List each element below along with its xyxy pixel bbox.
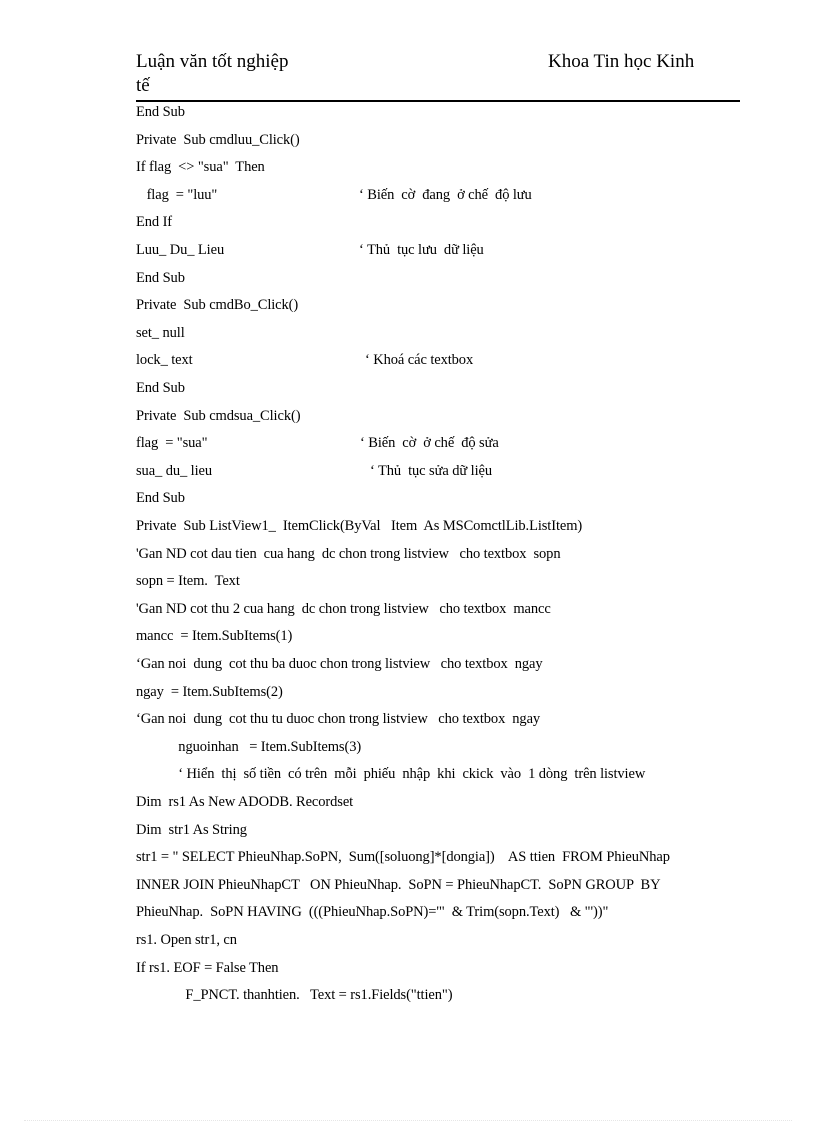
code-text: INNER JOIN PhieuNhapCT ON PhieuNhap. SoPN = PhieuNhapCT. SoPN GROUP BY	[136, 876, 661, 893]
code-text: mancc = Item.SubItems(1)	[136, 628, 293, 645]
code-text: End Sub	[136, 380, 185, 396]
code-text: Private Sub ListView1_ ItemClick(ByVal Item As MSComctlLib.ListItem)	[136, 518, 583, 534]
code-text: End Sub	[136, 490, 185, 507]
code-line	[136, 903, 608, 921]
code-text: Private Sub cmdBo_Click()	[136, 297, 299, 314]
code-comment: ‘ Biến cờ đang ở chế độ lưu	[359, 186, 532, 203]
code-line	[136, 600, 551, 618]
code-text: flag = "sua"	[136, 435, 208, 452]
code-comment: ‘ Biến cờ ở chế độ sửa	[360, 435, 499, 452]
code-line	[136, 186, 217, 204]
code-text: ngay = Item.SubItems(2)	[136, 683, 283, 700]
code-line	[136, 517, 582, 535]
code-line	[136, 213, 172, 231]
code-line	[136, 379, 185, 397]
code-line	[136, 793, 353, 811]
code-comment: ‘ Khoá các textbox	[365, 352, 474, 369]
code-line	[136, 959, 278, 977]
code-line	[136, 351, 193, 369]
code-text: End If	[136, 214, 173, 231]
code-line	[136, 738, 361, 756]
code-comment: ‘ Thủ tục sửa dữ liệu	[370, 462, 492, 479]
code-line	[136, 572, 240, 590]
code-text: End Sub	[136, 269, 185, 286]
code-line	[136, 655, 542, 673]
page-header	[136, 50, 740, 102]
code-line	[136, 103, 185, 121]
code-text: End Sub	[136, 104, 185, 120]
code-line	[136, 545, 560, 563]
code-text: If rs1. EOF = False Then	[136, 959, 279, 976]
code-line	[136, 296, 298, 314]
code-text: lock_ text	[136, 352, 193, 369]
code-line	[136, 683, 283, 701]
code-text: set_ null	[136, 324, 185, 341]
code-line	[136, 407, 300, 425]
code-line	[136, 158, 265, 176]
code-text: Dim str1 As String	[136, 821, 247, 838]
code-text: 'Gan ND cot thu 2 cua hang dc chon trong listview cho textbox mancc	[136, 600, 551, 617]
code-text: 'Gan ND cot dau tien cua hang dc chon trong listview cho textbox sopn	[136, 545, 561, 562]
code-text: flag = "luu"	[136, 186, 218, 203]
code-line	[136, 710, 540, 728]
header-left-title: Luận văn tốt nghiệp tế	[136, 51, 289, 96]
page-bottom-rule	[24, 1120, 792, 1121]
code-text: ‘Gan noi dung cot thu ba duoc chon trong listview cho textbox ngay	[136, 656, 543, 672]
code-text: nguoinhan = Item.SubItems(3)	[136, 738, 362, 755]
code-text: PhieuNhap. SoPN HAVING (((PhieuNhap.SoPN)='" & Trim(sopn.Text) & "'))"	[136, 904, 609, 921]
code-text: Private Sub cmdsua_Click()	[136, 407, 301, 424]
code-text: F_PNCT. thanhtien. Text = rs1.Fields("ttien")	[136, 987, 453, 1004]
code-text: sopn = Item. Text	[136, 573, 240, 590]
code-text: rs1. Open str1, cn	[136, 932, 237, 948]
code-line	[136, 131, 300, 149]
code-line	[136, 986, 452, 1004]
code-text: ‘ Hiển thị số tiền có trên mỗi phiếu nhập khi ckick vào 1 dòng trên listview	[136, 766, 646, 783]
code-text: If flag <> "sua" Then	[136, 159, 265, 176]
code-line	[136, 462, 212, 480]
code-text: Dim rs1 As New ADODB. Recordset	[136, 794, 354, 810]
code-line	[136, 324, 185, 342]
code-line	[136, 876, 660, 894]
header-right-title: Khoa Tin học Kinh	[548, 51, 695, 72]
code-line	[136, 627, 292, 645]
code-text: str1 = " SELECT PhieuNhap.SoPN, Sum([soluong]*[dongia]) AS ttien FROM PhieuNhap	[136, 849, 670, 866]
code-comment: ‘ Thủ tục lưu dữ liệu	[359, 242, 484, 258]
code-line	[136, 489, 185, 507]
code-line	[136, 434, 207, 452]
code-text: Private Sub cmdluu_Click()	[136, 131, 300, 148]
code-line	[136, 241, 224, 259]
code-line	[136, 765, 645, 783]
code-line	[136, 269, 185, 287]
code-line	[136, 821, 247, 839]
code-line	[136, 848, 670, 866]
code-text: Luu_ Du_ Lieu	[136, 242, 225, 258]
code-text: ‘Gan noi dung cot thu tu duoc chon trong listview cho textbox ngay	[136, 711, 541, 728]
code-line	[136, 931, 237, 949]
code-text: sua_ du_ lieu	[136, 462, 213, 479]
